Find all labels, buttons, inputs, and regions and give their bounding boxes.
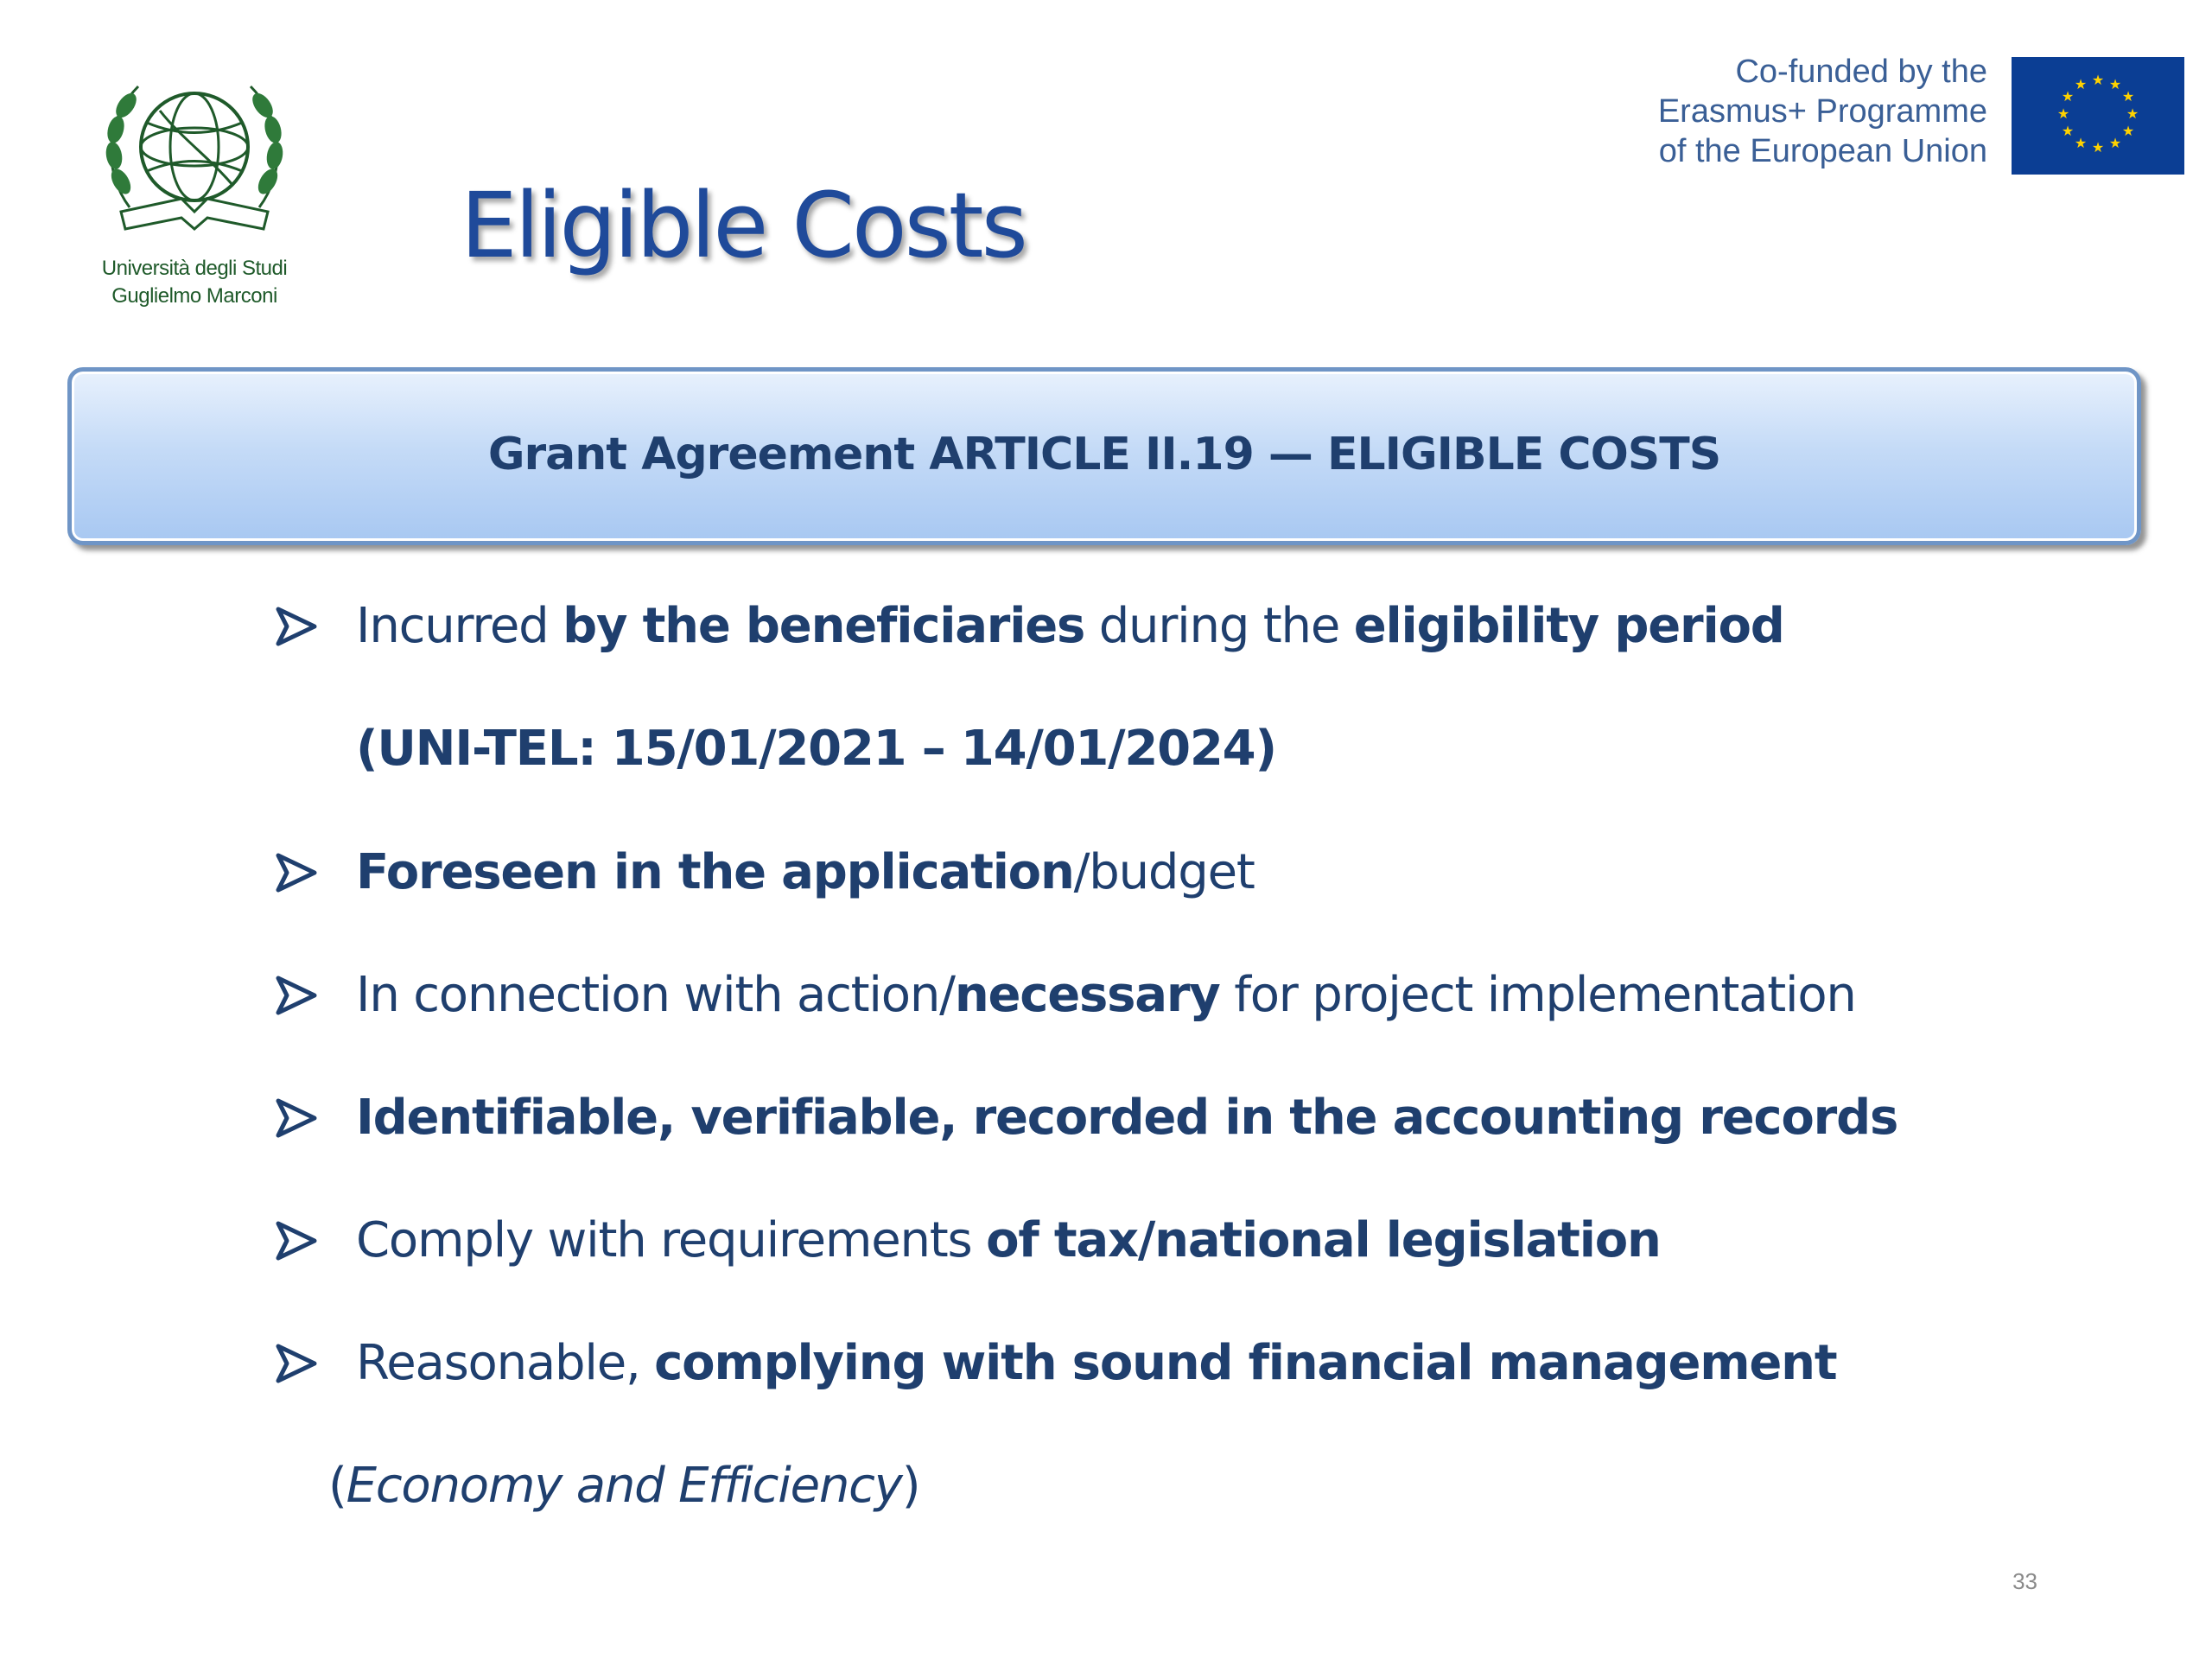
bullet-6-paren-open: ( (328, 1458, 346, 1514)
bullet-3-text-c: for project implementation (1219, 967, 1856, 1023)
bullet-item-4 (356, 1088, 1897, 1148)
svg-text:★: ★ (2108, 135, 2122, 151)
bullet-arrow-icon (275, 605, 318, 648)
university-logo (86, 60, 302, 320)
svg-text:★: ★ (2056, 105, 2070, 122)
bullet-3-text-b: necessary (954, 967, 1220, 1023)
svg-text:★: ★ (2074, 135, 2088, 151)
svg-text:★: ★ (2121, 88, 2135, 105)
svg-text:★: ★ (2091, 139, 2105, 156)
slide-title: Eligible Costs (461, 173, 1026, 278)
eu-funding-line2: Erasmus+ Programme (1657, 93, 1987, 130)
bullet-item-3 (356, 965, 1856, 1026)
bullet-item-6-continuation (328, 1456, 919, 1516)
bullet-item-5 (356, 1211, 1661, 1271)
university-name-line2: Guglielmo Marconi (111, 284, 277, 308)
bullet-6-paren-close: ) (901, 1458, 920, 1514)
bullet-6-text-b: complying with sound financial management (654, 1335, 1837, 1391)
bullet-item-1-continuation (356, 719, 1276, 779)
svg-text:★: ★ (2108, 76, 2122, 92)
article-banner (67, 367, 2141, 545)
bullet-5-text-a: Comply with requirements (356, 1212, 987, 1268)
bullet-5-text-b: of tax/national legislation (986, 1212, 1661, 1268)
bullet-arrow-icon (275, 1219, 318, 1262)
bullet-arrow-icon (275, 974, 318, 1017)
bullet-arrow-icon (275, 851, 318, 894)
bullet-item-1 (356, 596, 1784, 657)
article-banner-text: Grant Agreement ARTICLE II.19 — ELIGIBLE COSTS (487, 429, 1721, 480)
university-name-line1: Università degli Studi (101, 257, 288, 280)
bullet-6-text-a: Reasonable, (356, 1335, 655, 1391)
eu-funding-statement (1658, 52, 1987, 171)
bullet-arrow-icon (275, 1096, 318, 1140)
bullet-1-text-c: during the (1084, 598, 1354, 654)
eu-funding-line1: Co-funded by the (1735, 54, 1987, 90)
bullet-item-6 (356, 1333, 1836, 1394)
bullet-2-text-b: /budget (1073, 844, 1255, 900)
svg-text:★: ★ (2074, 76, 2088, 92)
eu-funding-line3: of the European Union (1658, 133, 1987, 169)
eu-flag-icon (2012, 57, 2184, 175)
bullet-4-text: Identifiable, verifiable, recorded in the accounting records (356, 1090, 1898, 1146)
svg-text:★: ★ (2061, 123, 2075, 139)
bullet-1-text-d: eligibility period (1353, 598, 1784, 654)
bullet-item-2 (356, 842, 1255, 903)
svg-text:★: ★ (2126, 105, 2139, 122)
bullet-6-italic-note: Economy and Efficiency (346, 1458, 902, 1514)
bullet-1-text-b: by the beneficiaries (563, 598, 1085, 654)
svg-text:★: ★ (2091, 72, 2105, 88)
bullet-2-text-a: Foreseen in the application (356, 844, 1074, 900)
bullet-1-text-a: Incurred (356, 598, 563, 654)
bullet-1-date-range: (UNI-TEL: 15/01/2021 – 14/01/2024) (356, 721, 1276, 777)
page-number: 33 (2012, 1568, 2037, 1594)
svg-text:★: ★ (2121, 123, 2135, 139)
svg-text:★: ★ (2061, 88, 2075, 105)
university-seal-icon (95, 60, 294, 251)
bullet-arrow-icon (275, 1342, 318, 1385)
bullet-3-text-a: In connection with action/ (356, 967, 955, 1023)
